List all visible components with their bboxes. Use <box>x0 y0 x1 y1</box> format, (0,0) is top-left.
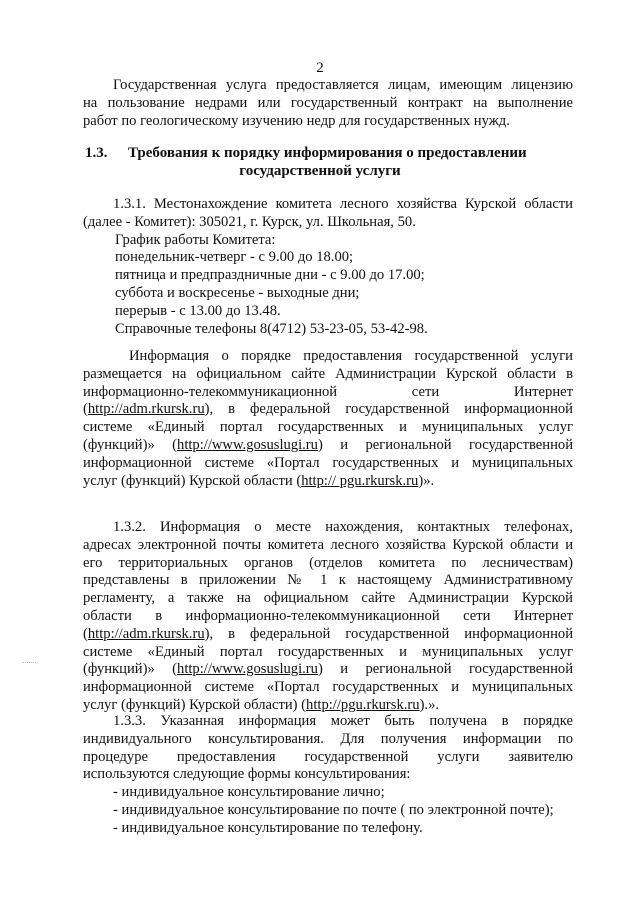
text-line: процедуре предоставления государственной услуги заявителю <box>83 748 573 765</box>
gosuslugi-link[interactable]: http://www.gosuslugi.ru <box>177 661 318 678</box>
text-line: на пользование недрами или государственный контракт на выполнение <box>83 94 573 111</box>
text-fragment: ) и региональной государственной <box>317 661 573 678</box>
adm-link[interactable]: http://adm.rkursk.ru <box>87 401 205 418</box>
paragraph-1-3-2 <box>83 519 573 715</box>
text-line: (http://adm.rkursk.ru), в федеральной государственной информационной <box>83 401 573 418</box>
list-item: - индивидуальное консультирование по почте ( по электронной почте); <box>113 801 554 818</box>
section-title: Требования к порядку информирования о предоставлении <box>128 145 527 161</box>
section-number: 1.3. <box>85 145 108 161</box>
paragraph-1-3-1 <box>83 196 573 338</box>
text-fragment: )». <box>418 472 435 489</box>
schedule-line: График работы Комитета: <box>115 231 276 248</box>
text-line: 1.3.3. Указанная информация может быть получена в порядке <box>113 713 573 729</box>
intro-paragraph <box>83 77 573 130</box>
text-line: адресах электронной почты комитета лесного хозяйства Курской области и <box>83 536 573 553</box>
text-fragment: ), в федеральной государственной информационной <box>204 625 573 642</box>
text-fragment: (функций)» ( <box>83 436 178 453</box>
text-line: системе «Единый портал государственных и муниципальных услуг <box>83 419 573 436</box>
text-fragment: услуг (функций) Курской области) ( <box>83 696 307 713</box>
paragraph-1-3-3 <box>83 713 573 838</box>
text-fragment: ) и региональной государственной <box>317 436 573 453</box>
schedule-line: пятница и предпраздничные дни - с 9.00 до 17.00; <box>115 267 425 284</box>
text-line: 1.3.1. Местонахождение комитета лесного хозяйства Курской области <box>113 196 573 212</box>
schedule-line: понедельник-четверг - с 9.00 до 18.00; <box>115 249 354 266</box>
text-fragment: (функций)» ( <box>83 661 178 678</box>
text-line: используются следующие формы консультирования: <box>83 766 411 783</box>
phones-line: Справочные телефоны 8(4712) 53-23-05, 53-42-98. <box>115 320 428 337</box>
text-line: регламенту, а также на официальном сайте Администрации Курской <box>83 590 573 607</box>
text-line: размещается на официальном сайте Администрации Курской области в <box>83 365 573 382</box>
text-line: (http://adm.rkursk.ru), в федеральной государственной информационной <box>83 625 573 642</box>
text-line: информационной системе «Портал государственных и муниципальных <box>83 454 573 471</box>
pgu-link[interactable]: http:// pgu.rkursk.ru <box>301 472 419 489</box>
text-line: информационно-телекоммуникационной сети Интернет <box>83 383 573 400</box>
text-fragment: , в федеральной государственной информационной <box>209 401 573 418</box>
text-line: индивидуального консультирования. Для получения информации по <box>83 730 573 747</box>
text-fragment: ).». <box>419 696 440 713</box>
text-line <box>83 437 573 455</box>
gosuslugi-link[interactable]: http://www.gosuslugi.ru <box>177 436 318 453</box>
info-paragraph <box>83 348 573 490</box>
text-line: Государственная услуга предоставляется лицам, имеющим лицензию <box>113 77 573 93</box>
pgu-link[interactable]: http://pgu.rkursk.ru <box>306 696 420 713</box>
schedule-line: суббота и воскресенье - выходные дни; <box>115 284 360 301</box>
text-line: (далее - Комитет): 305021, г. Курск, ул. Школьная, 50. <box>83 213 416 230</box>
text-line: представлены в приложении № 1 к настоящему Административному <box>83 572 573 589</box>
text-line: работ по геологическому изучению недр для государственных нужд. <box>83 112 510 129</box>
text-line <box>83 473 573 491</box>
page-number: 2 <box>316 60 324 76</box>
adm-link[interactable]: http://adm.rkursk.ru <box>87 625 205 642</box>
text-line: информационной системе «Портал государственных и муниципальных <box>83 679 573 696</box>
section-title-continued: государственной услуги <box>239 163 401 179</box>
text-line <box>83 661 573 679</box>
text-line: области в информационно-телекоммуникационной сети Интернет <box>83 607 573 624</box>
list-item: - индивидуальное консультирование лично; <box>113 784 385 801</box>
text-fragment: услуг (функций) Курской области ( <box>83 472 302 489</box>
text-line: его территориальных органов (отделов комитета по лесничествам) <box>83 554 573 571</box>
text-line: Информация о порядке предоставления государственной услуги <box>129 348 573 364</box>
schedule-line: перерыв - с 13.00 до 13.48. <box>115 302 281 319</box>
text-line: системе «Единый портал государственных и муниципальных услуг <box>83 643 573 660</box>
scan-artifact <box>22 662 36 663</box>
text-line: 1.3.2. Информация о месте нахождения, контактных телефонах, <box>113 519 573 535</box>
list-item: - индивидуальное консультирование по телефону. <box>113 819 423 836</box>
